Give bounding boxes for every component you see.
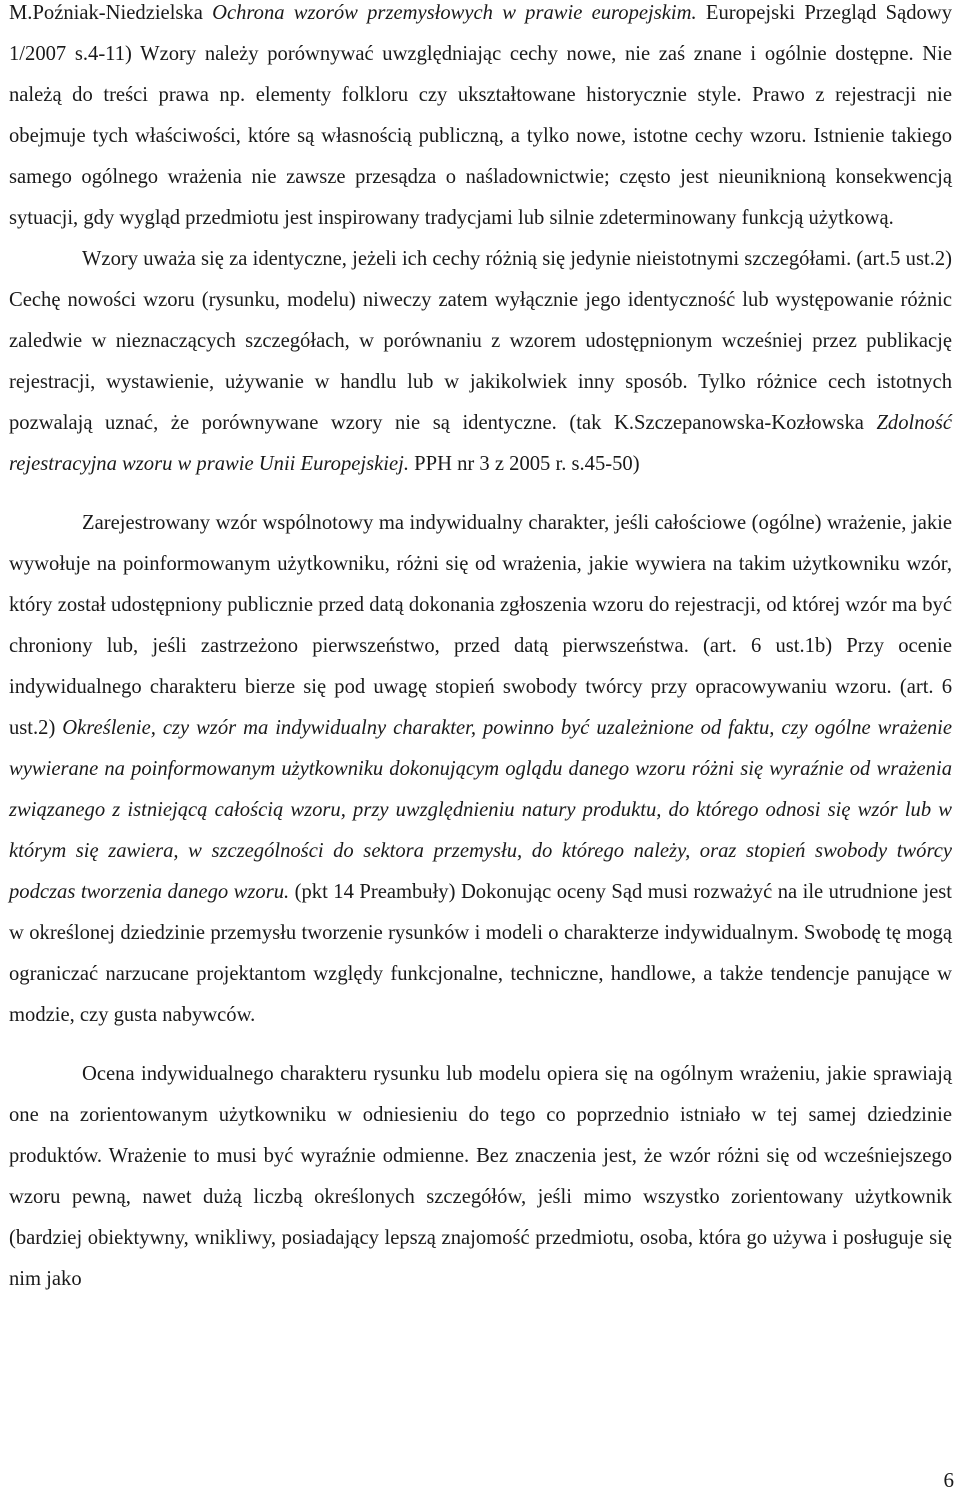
- paragraph-4: [9, 1054, 952, 1300]
- paragraph-1: [9, 0, 952, 239]
- text-segment: Zarejestrowany wzór wspólnotowy ma indywidualny charakter, jeśli całościowe (ogólne) wrażenie, jakie wywołuje na poinformowanym użytkowniku, różni się od wrażenia, jakie wywiera na takim użytkowniku wzór, który został udostępniony publicznie przed datą dokonania zgłoszenia wzoru do rejestracji, od której wzór ma być chroniony lub, jeśli zastrzeżono pierwszeństwo, przed datą pierwszeństwa. (art. 6 ust.1b) Przy ocenie indywidualnego charakteru bierze się pod uwagę stopień swobody twórcy przy opracowywaniu wzoru. (art. 6 ust.2): [9, 512, 952, 739]
- paragraph-3: [9, 503, 952, 1036]
- paragraph-2: [9, 239, 952, 485]
- preamble-quote-italic: Określenie, czy wzór ma indywidualny charakter, powinno być uzależnione od faktu, czy ogólne wrażenie wywierane na poinformowanym użytkowniku dokonującym oglądu danego wzoru różni się wyraźnie od wrażenia związanego z istniejącą całością wzoru, przy uwzględnieniu natury produktu, do którego odnosi się wzór lub w którym się zawiera, w szczególności do sektora przemysłu, do którego należy, oraz stopień swobody twórcy podczas tworzenia danego wzoru.: [9, 717, 952, 903]
- text-segment: (pkt 14 Preambuły) Dokonując oceny Sąd musi rozważyć na ile utrudnione jest w określonej dziedzinie przemysłu tworzenie rysunków i modeli o charakterze indywidualnym. Swobodę tę mogą ograniczać narzucane projektantom względy funkcjonalne, techniczne, handlowe, a także tendencje panujące w modzie, czy gusta nabywców.: [9, 881, 952, 1026]
- text-segment: M.Poźniak-Niedzielska: [9, 2, 213, 24]
- citation-title-italic: Ochrona wzorów przemysłowych w prawie europejskim.: [212, 2, 697, 24]
- text-segment: Wzory uważa się za identyczne, jeżeli ich cechy różnią się jedynie nieistotnymi szczegółami. (art.5 ust.2) Cechę nowości wzoru (rysunku, modelu) niweczy zatem wyłącznie jego identyczność lub występowanie różnic zaledwie w nieznaczących szczegółach, w porównaniu z wzorem udostępnionym wcześniej przez publikację rejestracji, wystawienie, używanie w handlu lub w jakikolwiek inny sposób. Tylko różnice cech istotnych pozwalają uznać, że porównywane wzory nie są identyczne. (tak K.Szczepanowska-Kozłowska: [9, 248, 952, 434]
- text-segment: PPH nr 3 z 2005 r. s.45-50): [409, 453, 640, 475]
- citation-title-italic: Zdolność rejestracyjna wzoru w prawie Unii Europejskiej.: [9, 412, 952, 475]
- text-segment: Europejski Przegląd Sądowy 1/2007 s.4-11) Wzory należy porównywać uwzględniając cechy nowe, nie zaś znane i ogólnie dostępne. Nie należą do treści prawa np. elementy folkloru czy ukształtowane historycznie style. Prawo z rejestracji nie obejmuje tych właściwości, które są własnością publiczną, a tylko nowe, istotne cechy wzoru. Istnienie takiego samego ogólnego wrażenia nie zawsze przesądza o naśladownictwie; często jest nieuniknioną konsekwencją sytuacji, gdy wygląd przedmiotu jest inspirowany tradycjami lub silnie zdeterminowany funkcją użytkową.: [9, 2, 952, 229]
- page-number: 6: [943, 1468, 954, 1492]
- text-segment: Ocena indywidualnego charakteru rysunku lub modelu opiera się na ogólnym wrażeniu, jakie sprawiają one na zorientowanym użytkowniku w odniesieniu do tego co poprzednio istniało w tej samej dziedzinie produktów. Wrażenie to musi być wyraźnie odmienne. Bez znaczenia jest, że wzór różni się od wcześniejszego wzoru pewną, nawet dużą liczbą określonych szczegółów, jeśli mimo wszystko zorientowany użytkownik (bardziej obiektywny, wnikliwy, posiadający lepszą znajomość przedmiotu, osoba, która go używa i posługuje się nim jako: [9, 1063, 952, 1290]
